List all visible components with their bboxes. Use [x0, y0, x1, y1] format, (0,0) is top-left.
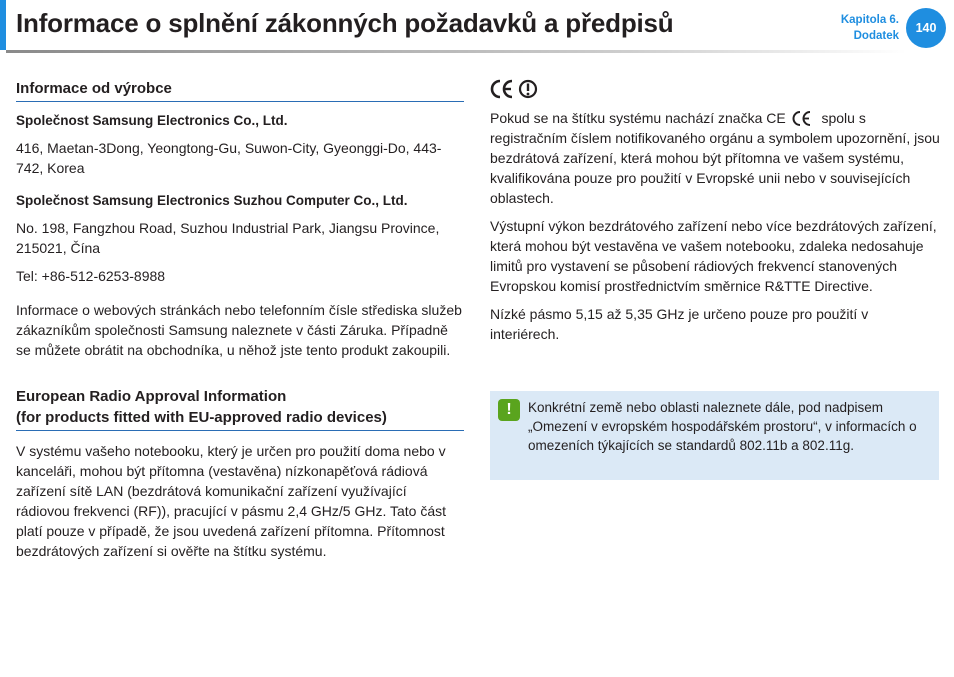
service-info: Informace o webových stránkách nebo telefonním čísle střediska služeb zákazníkům společnosti Samsung naleznete v části Záruka. Případně se můžete obrátit na obchodníka, u něhož jste tento produkt zakoupili. — [16, 302, 462, 358]
header-accent-bar — [0, 0, 6, 50]
chapter-number: Kapitola 6. — [840, 14, 899, 26]
header-divider — [6, 50, 906, 53]
radio-heading-line2: (for products fitted with EU-approved radio devices) — [16, 409, 387, 426]
company1-name: Společnost Samsung Electronics Co., Ltd. — [16, 113, 288, 128]
low-band-paragraph: Nízké pásmo 5,15 až 5,35 GHz je určeno pouze pro použití v interiérech. — [490, 306, 869, 342]
ce-inline-icon — [792, 110, 816, 127]
company1-address: 416, Maetan-3Dong, Yeongtong-Gu, Suwon-City, Gyeonggi-Do, 443-742, Korea — [16, 140, 442, 176]
ce-paragraph-start: Pokud se na štítku systému nachází značka CE — [490, 110, 786, 126]
radio-body: V systému vašeho notebooku, který je určen pro použití doma nebo v kanceláři, mohou být přítomna (vestavěna) nízkonapěťová rádiová zařízení sítě LAN (bezdrátová komunikační zařízení využívající rádiovou frekvenci (RF)), pracující v pásmu 2,4 GHz/5 GHz. Tato část platí pouze v případě, že jsou uvedená zařízení přítomna. Přítomnost bezdrátových zařízení si ověřte na štítku systému. — [16, 443, 447, 559]
ce-alert-mark — [490, 78, 940, 100]
manufacturer-heading-rule — [16, 78, 464, 102]
company2-tel: Tel: +86-512-6253-8988 — [16, 268, 166, 284]
company2-address: No. 198, Fangzhou Road, Suzhou Industrial Park, Jiangsu Province, 215021, Čína — [16, 220, 440, 256]
company2-name: Společnost Samsung Electronics Suzhou Computer Co., Ltd. — [16, 193, 408, 208]
chapter-section: Dodatek — [853, 30, 899, 42]
output-power-paragraph: Výstupní výkon bezdrátového zařízení nebo více bezdrátových zařízení, která mohou být vestavěna ve vašem notebooku, zdaleka nedosahuje limitů pro vystavení se působení rádiových frekvencí stanovených Evropskou komisí prostřednictvím směrnice R&TTE Directive. — [490, 218, 937, 294]
exclamation-icon: ! — [498, 399, 520, 421]
ce-paragraph-end: spolu s registračním číslem notifikovaného orgánu a symbolem upozornění, jsou bezdrátová zařízení, která mohou být přítomna ve vašem systému, kvalifikována pouze pro použití v Evropské unii nebo v souvisejících oblastech. — [490, 110, 940, 206]
left-column — [16, 78, 464, 569]
radio-heading-line1: European Radio Approval Information — [16, 388, 287, 405]
note-box — [490, 391, 939, 480]
ce-alert-icon — [490, 78, 538, 100]
chapter-label — [841, 12, 899, 44]
right-column — [490, 78, 940, 352]
radio-heading-rule — [16, 386, 464, 431]
note-text: Konkrétní země nebo oblasti naleznete dále, pod nadpisem „Omezení v evropském hospodářském prostoru“, v informacích o omezeních týkajících se standardů 802.11b a 802.11g. — [528, 400, 917, 453]
page-number-badge: 140 — [906, 8, 946, 48]
manufacturer-heading: Informace od výrobce — [16, 80, 172, 97]
page-title: Informace o splnění zákonných požadavků a předpisů — [16, 8, 674, 38]
ce-paragraph — [490, 108, 940, 208]
